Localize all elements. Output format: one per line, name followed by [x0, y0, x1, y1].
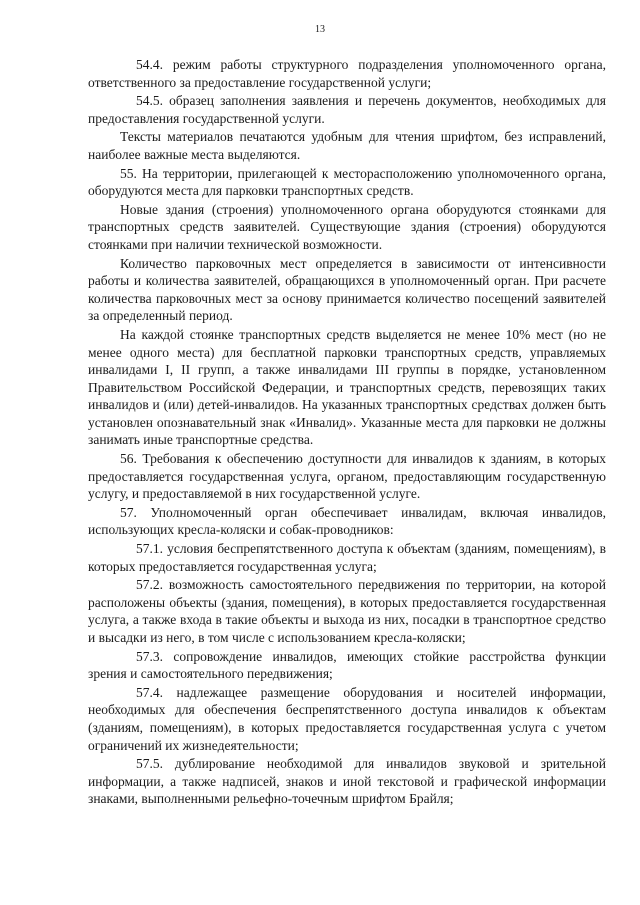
page-number: 13 [315, 24, 325, 35]
paragraph-55: 55. На территории, прилегающей к месторасположению уполномоченного органа, оборудуются места для парковки транспортных средств. [88, 165, 606, 199]
document-body [88, 56, 606, 809]
paragraph-57-4: 57.4. надлежащее размещение оборудования и носителей информации, необходимых для обеспечения беспрепятственного доступа инвалидов к объектам (зданиям, помещениям), в которых предоставляется государственная услуга с учетом ограничений их жизнедеятельности; [88, 684, 606, 753]
paragraph-texts-note: Тексты материалов печатаются удобным для чтения шрифтом, без исправлений, наиболее важные места выделяются. [88, 129, 606, 162]
paragraph-54-5: 54.5. образец заполнения заявления и перечень документов, необходимых для предоставления государственной услуги. [88, 93, 606, 126]
paragraph-57-3: 57.3. сопровождение инвалидов, имеющих стойкие расстройства функции зрения и самостоятельного передвижения; [88, 648, 606, 682]
paragraph-56: 56. Требования к обеспечению доступности для инвалидов к зданиям, в которых предоставляется государственная услуга, органом, предоставляющим государственную услугу, и предоставляемой в них государственной услуге. [88, 451, 606, 502]
paragraph-disabled-parking: На каждой стоянке транспортных средств выделяется не менее 10% мест (но не менее одного места) для бесплатной парковки транспортных средств, управляемых инвалидами I, II групп, а также инвалидами III группы в порядке, установленном Правительством Российской Федерации, и транспортных средств, перевозящих таких инвалидов и (или) детей-инвалидов. На указанных транспортных средствах должен быть установлен опознавательный знак «Инвалид». Указанные места для парковки не должны занимать иные транспортные средства. [88, 326, 606, 448]
paragraph-54-4: 54.4. режим работы структурного подразделения уполномоченного органа, ответственного за предоставление государственной услуги; [88, 57, 606, 90]
paragraph-57-1: 57.1. условия беспрепятственного доступа к объектам (зданиям, помещениям), в которых предоставляется государственная услуга; [88, 541, 606, 574]
paragraph-57-2: 57.2. возможность самостоятельного передвижения по территории, на которой расположены объекты (здания, помещения), в которых предоставляется государственная услуга, а также входа в такие объекты и выхода из них, посадки в транспортное средство и высадки из него, в том числе с использованием кресла-коляски; [88, 577, 606, 645]
paragraph-57-5: 57.5. дублирование необходимой для инвалидов звуковой и зрительной информации, а также надписей, знаков и иной текстовой и графической информации знаками, выполненными рельефно-точечным шрифтом Брайля; [88, 756, 606, 807]
paragraph-parking-count: Количество парковочных мест определяется в зависимости от интенсивности работы и количества заявителей, обращающихся в уполномоченный орган. При расчете количества парковочных мест за основу принимается количество посещений заявителей за определенный период. [88, 255, 606, 324]
paragraph-57: 57. Уполномоченный орган обеспечивает инвалидам, включая инвалидов, использующих кресла-коляски и собак-проводников: [88, 504, 606, 538]
paragraph-new-buildings: Новые здания (строения) уполномоченного органа оборудуются стоянками для транспортных средств заявителей. Существующие здания (строения) оборудуются стоянками при наличии технической возможности. [88, 201, 606, 252]
